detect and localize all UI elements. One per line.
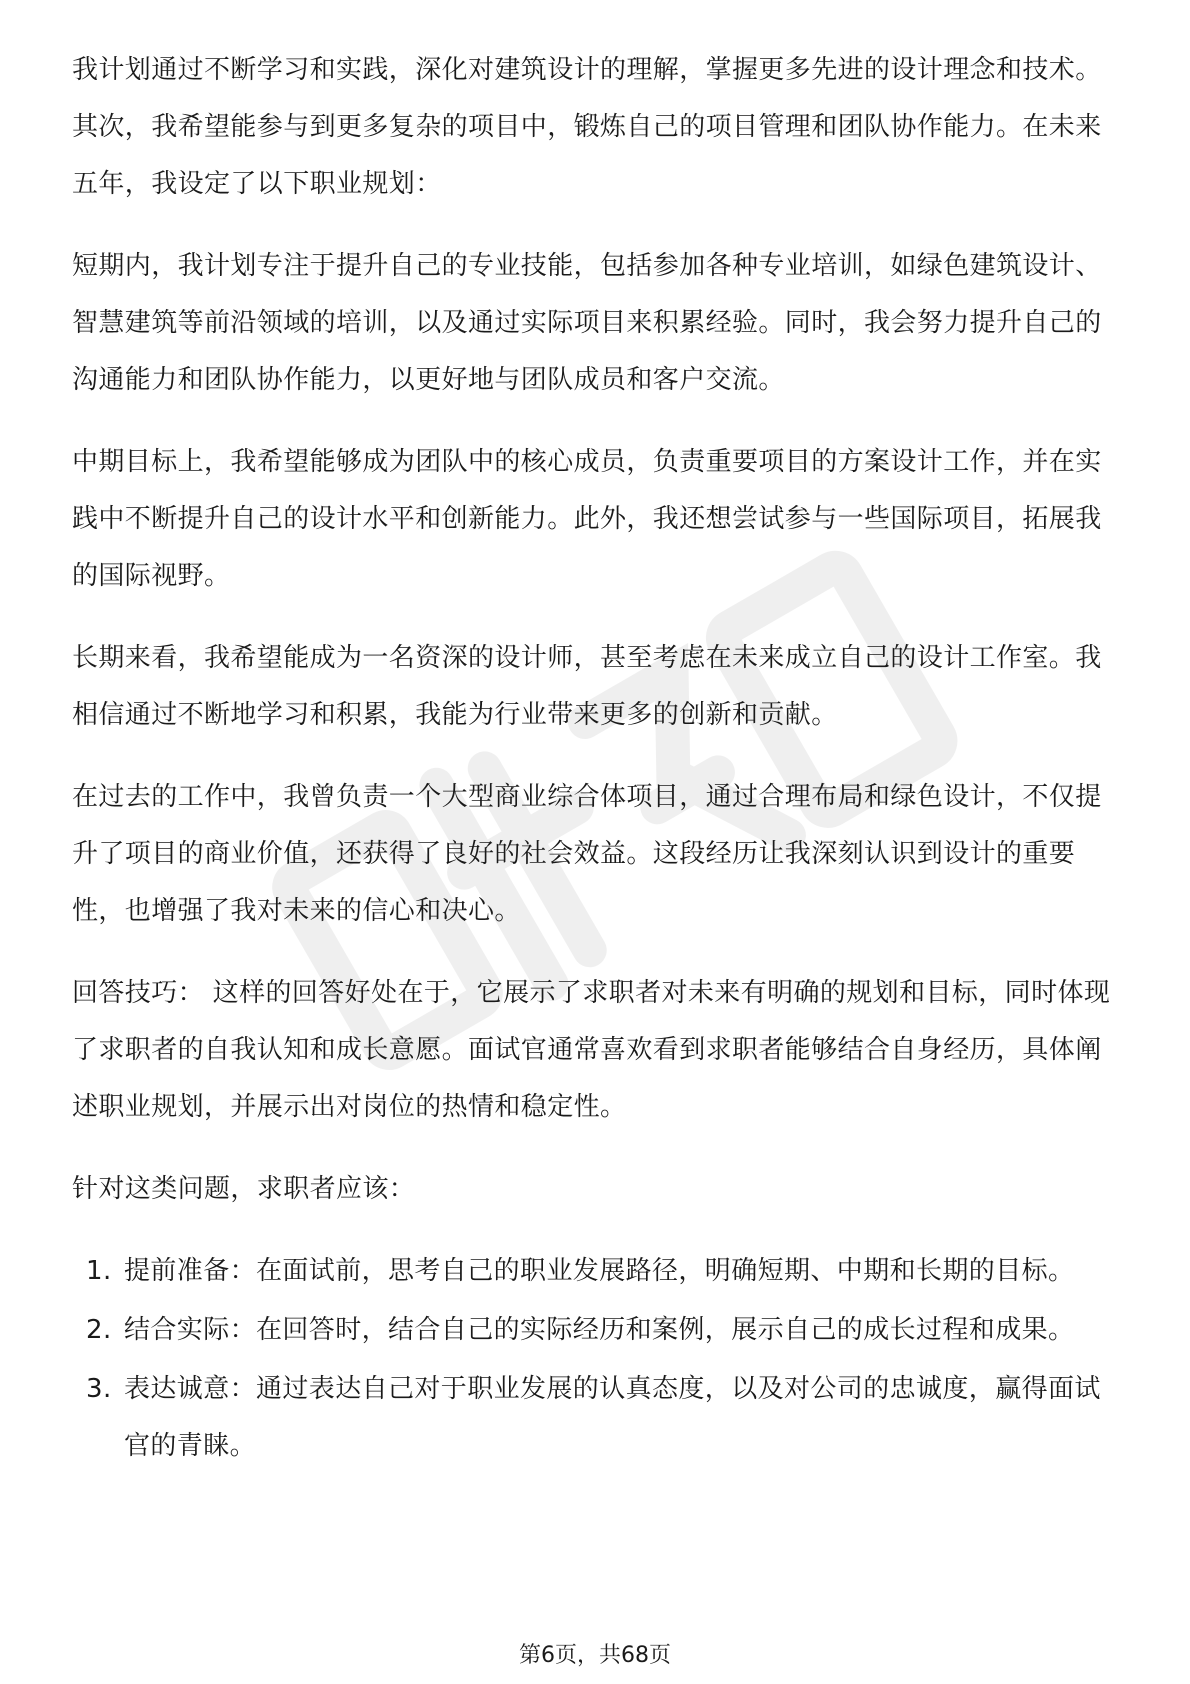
list-item <box>72 1361 1120 1475</box>
page-number-footer: 第6页，共68页 <box>519 1643 671 1668</box>
list-item-number: 1. <box>86 1256 112 1286</box>
list-item-text: 提前准备：在面试前，思考自己的职业发展路径，明确短期、中期和长期的目标。 <box>124 1256 1075 1286</box>
paragraph-mid-term: 中期目标上，我希望能够成为团队中的核心成员，负责重要项目的方案设计工作，并在实践中不断提升自己的设计水平和创新能力。此外，我还想尝试参与一些国际项目，拓展我的国际视野。 <box>72 447 1102 591</box>
paragraph-short-term: 短期内，我计划专注于提升自己的专业技能，包括参加各种专业培训，如绿色建筑设计、智慧建筑等前沿领域的培训，以及通过实际项目来积累经验。同时，我会努力提升自己的沟通能力和团队协作能力，以更好地与团队成员和客户交流。 <box>72 251 1102 395</box>
paragraph-answer-tips: 回答技巧： 这样的回答好处在于，它展示了求职者对未来有明确的规划和目标，同时体现了求职者的自我认知和成长意愿。面试官通常喜欢看到求职者能够结合自身经历，具体阐述职业规划，并展示出对岗位的热情和稳定性。 <box>72 978 1111 1122</box>
paragraph-long-term: 长期来看，我希望能成为一名资深的设计师，甚至考虑在未来成立自己的设计工作室。我相信通过不断地学习和积累，我能为行业带来更多的创新和贡献。 <box>72 643 1102 730</box>
advice-list <box>72 1243 1120 1475</box>
paragraph-past-experience: 在过去的工作中，我曾负责一个大型商业综合体项目，通过合理布局和绿色设计，不仅提升了项目的商业价值，还获得了良好的社会效益。这段经历让我深刻认识到设计的重要性，也增强了我对未来的信心和决心。 <box>72 782 1102 926</box>
list-item <box>72 1243 1120 1300</box>
paragraph-intro: 我计划通过不断学习和实践，深化对建筑设计的理解，掌握更多先进的设计理念和技术。其次，我希望能参与到更多复杂的项目中，锻炼自己的项目管理和团队协作能力。在未来五年，我设定了以下职业规划： <box>72 55 1102 199</box>
list-item-text: 表达诚意：通过表达自己对于职业发展的认真态度，以及对公司的忠诚度，赢得面试官的青睐。 <box>124 1374 1101 1461</box>
list-item <box>72 1302 1120 1359</box>
list-item-number: 2. <box>86 1315 112 1345</box>
list-item-number: 3. <box>86 1374 112 1404</box>
list-item-text: 结合实际：在回答时，结合自己的实际经历和案例，展示自己的成长过程和成果。 <box>124 1315 1075 1345</box>
paragraph-list-intro: 针对这类问题，求职者应该： <box>72 1174 416 1204</box>
document-page <box>72 42 1120 1477</box>
